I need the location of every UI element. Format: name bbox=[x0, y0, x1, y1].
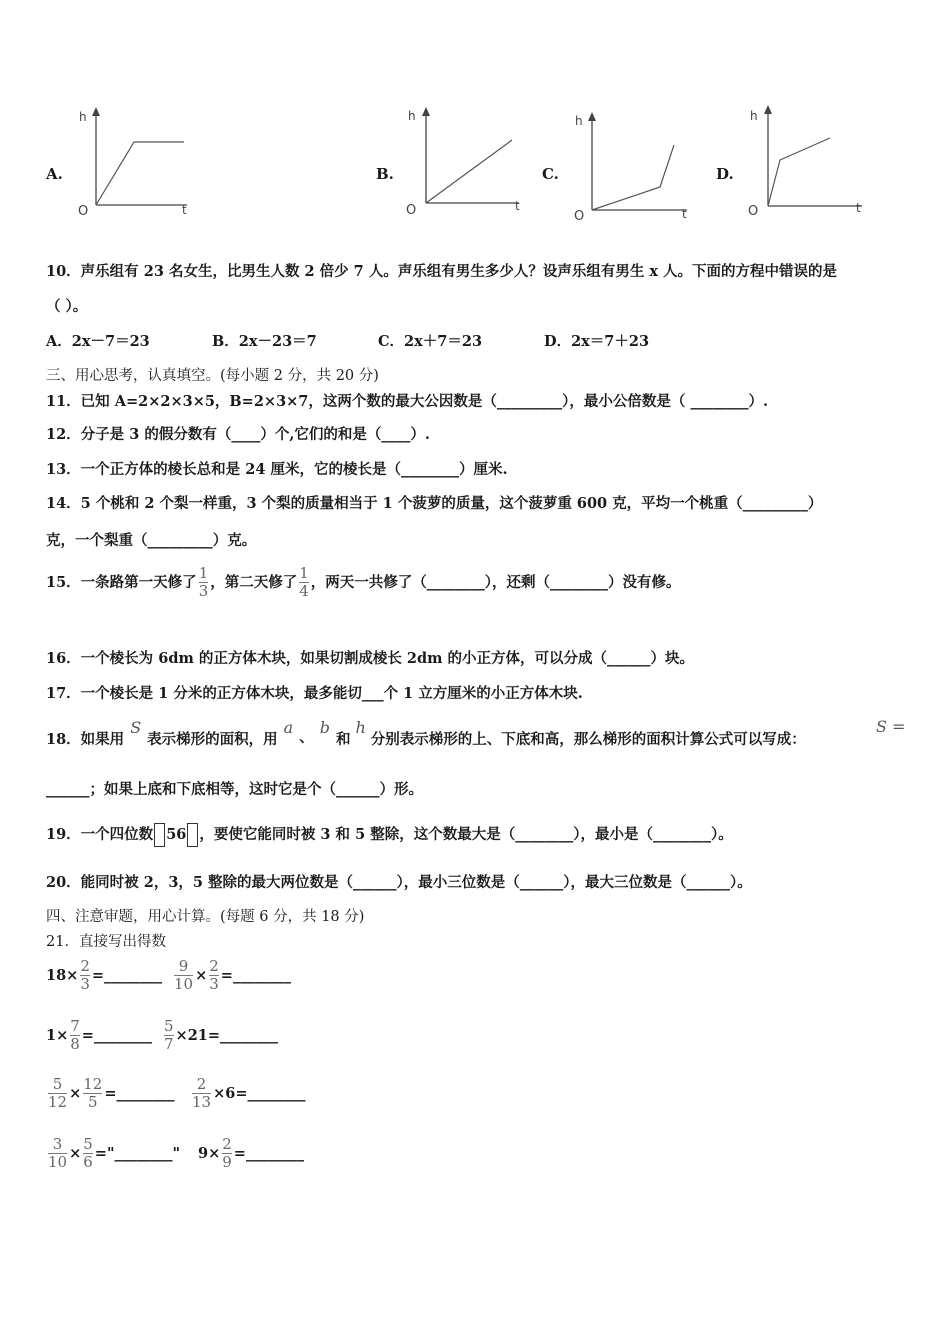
graph-b-origin-label: O bbox=[406, 203, 417, 218]
q15-part3: ，两天一共修了（________），还剩（________）没有修。 bbox=[310, 573, 681, 591]
q18-formula-start: S = bbox=[876, 717, 906, 736]
q18-part4: 分别表示梯形的上、下底和高，那么梯形的面积计算公式可以写成： bbox=[370, 731, 806, 748]
q18-sep: 、 bbox=[299, 729, 314, 746]
graph-b-x-label: t bbox=[515, 199, 520, 213]
digit-box-icon bbox=[187, 823, 198, 847]
q18-var-a: a bbox=[283, 718, 294, 737]
q10-paren: （ ）。 bbox=[46, 298, 88, 315]
graph-c-y-label: h bbox=[575, 114, 583, 128]
graph-a-x-label: t bbox=[182, 203, 187, 217]
graph-c-origin-label: O bbox=[574, 209, 585, 224]
q15 bbox=[46, 565, 681, 600]
q12-text: 12．分子是 3 的假分数有（____）个,它们的和是（____）. bbox=[46, 426, 430, 443]
calc-4b: 9× $\frac{2}{9}$ =________ bbox=[198, 1135, 304, 1171]
section3-title: 三、用心思考，认真填空。(每小题 2 分，共 20 分) bbox=[46, 368, 379, 384]
q15-part2: ，第二天修了 bbox=[210, 573, 298, 591]
q18 bbox=[46, 718, 806, 750]
q18-var-h: h bbox=[355, 718, 366, 737]
graph-b bbox=[404, 100, 534, 225]
q18-var-s: S bbox=[130, 718, 142, 737]
calc-2a: 1× $\frac{7}{8}$ =________ bbox=[46, 1017, 152, 1053]
q13-text: 13．一个正方体的棱长总和是 24 厘米，它的棱长是（________）厘米. bbox=[46, 461, 508, 478]
q21-title: 21．直接写出得数 bbox=[46, 934, 166, 950]
q18-part2: 表示梯形的面积，用 bbox=[147, 731, 278, 748]
q15-fraction-1: $\frac{1}{3}$ bbox=[198, 564, 209, 600]
calc-1a: 18× $\frac{2}{3}$ =________ bbox=[46, 957, 163, 993]
graph-c-x-label: t bbox=[682, 207, 687, 221]
graph-a-origin-label: O bbox=[78, 204, 89, 219]
q15-part1: 15．一条路第一天修了 bbox=[46, 573, 197, 591]
q14-line2: 克，一个梨重（_________）克。 bbox=[46, 532, 257, 549]
q20-text: 20．能同时被 2，3，5 整除的最大两位数是（______），最小三位数是（______），最大三位数是（______）。 bbox=[46, 874, 752, 891]
q10-option-a: A．2x－7＝23 bbox=[46, 333, 150, 350]
q19 bbox=[46, 823, 733, 847]
q16-text: 16．一个棱长为 6dm 的正方体木块，如果切割成棱长 2dm 的小正方体，可以分成（______）块。 bbox=[46, 650, 695, 667]
graph-d bbox=[744, 98, 874, 223]
calc-1b: $\frac{9}{10}$ × $\frac{2}{3}$ =________ bbox=[174, 957, 291, 993]
q18-line2: ______；如果上底和下底相等，这时它是个（______）形。 bbox=[46, 781, 423, 798]
option-d-label: D. bbox=[716, 165, 734, 183]
graph-d-x-label: t bbox=[856, 201, 861, 215]
section4-title: 四、注意审题，用心计算。(每题 6 分，共 18 分) bbox=[46, 909, 365, 925]
calc-3b: $\frac{2}{13}$ ×6=________ bbox=[192, 1075, 306, 1111]
q14-line1: 14．5 个桃和 2 个梨一样重，3 个梨的质量相当于 1 个菠萝的质量，这个菠萝重 600 克，平均一个桃重（_________） bbox=[46, 495, 823, 512]
graph-a-y-label: h bbox=[79, 110, 87, 124]
q18-part1: 18．如果用 bbox=[46, 731, 125, 748]
q17-text: 17．一个棱长是 1 分米的正方体木块，最多能切___个 1 立方厘米的小正方体木块. bbox=[46, 685, 583, 702]
calc-3a: $\frac{5}{12}$ × $\frac{12}{5}$ =________ bbox=[48, 1075, 175, 1111]
calc-4a: $\frac{3}{10}$ × $\frac{5}{6}$ ="________" bbox=[48, 1135, 181, 1171]
q10-option-d: D．2x＝7＋23 bbox=[544, 333, 650, 350]
q15-fraction-2: $\frac{1}{4}$ bbox=[299, 564, 309, 600]
q10-option-c: C．2x＋7＝23 bbox=[378, 333, 483, 350]
q19-part2: ，要使它能同时被 3 和 5 整除，这个数最大是（________），最小是（________）。 bbox=[199, 826, 733, 843]
q19-part1: 19．一个四位数 bbox=[46, 826, 154, 843]
q11-text: 11．已知 A=2×2×3×5，B=2×3×7，这两个数的最大公因数是（_________），最小公倍数是（ ________）. bbox=[46, 393, 768, 410]
option-b-label: B. bbox=[376, 165, 394, 183]
q10-text: 10．声乐组有 23 名女生，比男生人数 2 倍少 7 人。声乐组有男生多少人？设声乐组有男生 x 人。下面的方程中错误的是 bbox=[46, 263, 838, 280]
digit-box-icon bbox=[154, 823, 165, 847]
q18-part3: 和 bbox=[335, 731, 351, 748]
graph-d-y-label: h bbox=[750, 109, 758, 123]
calc-2b: $\frac{5}{7}$ ×21=________ bbox=[164, 1017, 279, 1053]
graph-d-origin-label: O bbox=[748, 204, 759, 219]
q19-mid: 56 bbox=[166, 826, 187, 843]
option-a-label: A. bbox=[46, 165, 63, 183]
option-c-label: C. bbox=[542, 165, 559, 183]
graph-c bbox=[572, 105, 702, 230]
graph-b-y-label: h bbox=[408, 109, 416, 123]
q18-var-b: b bbox=[319, 718, 330, 737]
q10-option-b: B．2x－23＝7 bbox=[212, 333, 317, 350]
graph-a bbox=[72, 100, 202, 225]
